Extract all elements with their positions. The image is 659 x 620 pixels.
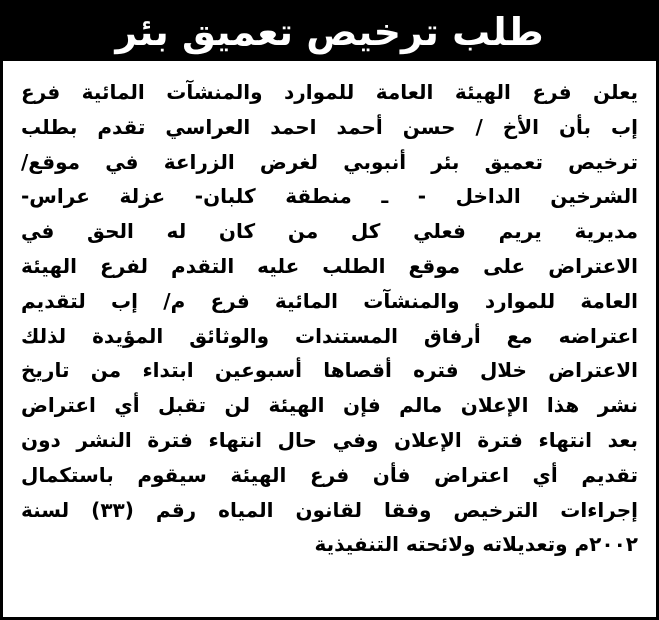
notice-line: يعلن فرع الهيئة العامة للموارد والمنشآت المائية فرع xyxy=(21,80,638,104)
notice-line: العامة للموارد والمنشآت المائية فرع م/ إب لتقديم xyxy=(21,288,638,313)
notice-line: ترخيص تعميق بئر أنبوبي لغرض الزراعة في موقع/ xyxy=(21,149,638,174)
notice-line: الاعتراض على موقع الطلب عليه التقدم لفرع الهيئة xyxy=(21,253,638,278)
notice-title: طلب ترخيص تعميق بئر xyxy=(115,10,544,54)
notice-line: نشر هذا الإعلان مالم فإن الهيئة لن تقبل أي اعتراض xyxy=(21,393,638,418)
notice-line: إجراءات الترخيص وفقا لقانون المياه رقم (٣٣) لسنة xyxy=(21,497,638,522)
notice-line-last: ٢٠٠٢م وتعديلاته ولائحته التنفيذية xyxy=(314,532,638,557)
notice-line: مديرية يريم فعلي كل من كان له الحق في xyxy=(21,219,638,244)
notice-line: الاعتراض خلال فتره أقصاها أسبوعين ابتداء من تاريخ xyxy=(21,358,638,383)
notice-line: بعد انتهاء فترة الإعلان وفي حال انتهاء فترة النشر دون xyxy=(21,427,638,452)
notice-line: إب بأن الأخ / حسن أحمد احمد العراسي تقدم بطلب xyxy=(21,114,638,139)
notice-line: اعتراضه مع أرفاق المستندات والوثائق المؤيدة لذلك xyxy=(21,323,638,348)
notice-line: تقديم أي اعتراض فأن فرع الهيئة سيقوم باستكمال xyxy=(21,462,638,487)
notice-body xyxy=(21,75,638,562)
notice-title-bar xyxy=(3,3,656,61)
notice-line: الشرخين الداخل - ـ منطقة كلبان- عزلة عراس- xyxy=(21,184,638,209)
